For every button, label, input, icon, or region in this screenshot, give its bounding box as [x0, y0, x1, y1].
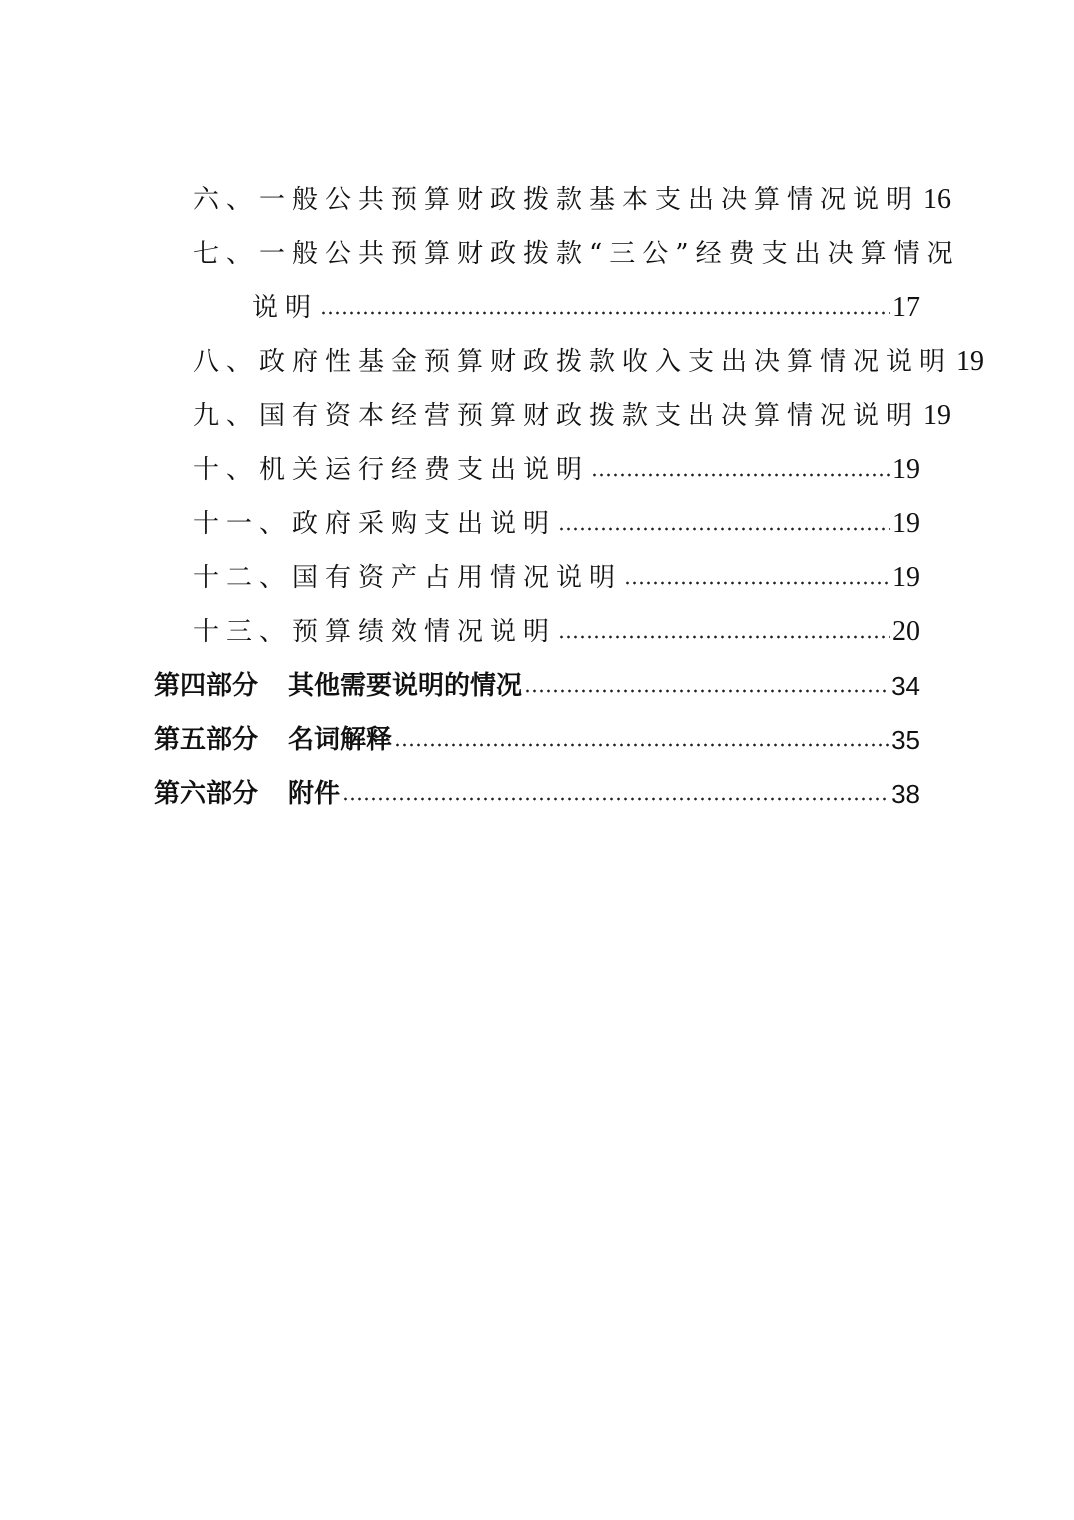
toc-part-number: 第四部分: [154, 671, 259, 701]
toc-page-number: 19: [923, 400, 952, 431]
toc-entry-label: 十二、国有资产占用情况说明: [193, 563, 623, 593]
toc-entry-7: [193, 226, 960, 270]
toc-entry-label: 八、政府性基金预算财政拨款收入支出决算情况说明: [193, 347, 953, 377]
toc-dot-leader: [624, 580, 890, 586]
toc-entry-10: [193, 442, 920, 486]
toc-entry-label: 九、国有资本经营预算财政拨款支出决算情况说明: [193, 401, 920, 431]
toc-page-number: 16: [923, 184, 952, 215]
toc-dot-leader: [558, 634, 890, 640]
toc-entry-label: 十三、预算绩效情况说明: [193, 617, 557, 647]
toc-entry-label: 六、一般公共预算财政拨款基本支出决算情况说明: [193, 185, 920, 215]
toc-dot-leader: [394, 742, 889, 748]
toc-part-6: [154, 766, 920, 810]
toc-entry-label: 七、一般公共预算财政拨款“三公”经费支出决算情况: [193, 239, 960, 269]
toc-part-number: 第五部分: [154, 725, 259, 755]
toc-page-number: 19: [892, 562, 920, 593]
toc-page-number: 17: [892, 292, 920, 323]
toc-entry-label: 十、机关运行经费支出说明: [193, 455, 590, 485]
toc-part-title: 其他需要说明的情况: [288, 671, 523, 701]
toc-dot-leader: [342, 796, 889, 802]
toc-page-number: 19: [892, 454, 920, 485]
toc-entry-12: [193, 550, 920, 594]
toc-part-number: 第六部分: [154, 779, 259, 809]
toc-page-number: 38: [891, 779, 920, 809]
toc-entry-label: 十一、政府采购支出说明: [193, 509, 557, 539]
toc-page-number: 35: [891, 725, 920, 755]
toc-page-number: 34: [891, 671, 920, 701]
toc-part-4: [154, 658, 920, 702]
toc-page-number: 20: [892, 616, 920, 647]
toc-part-title: 附件: [288, 779, 341, 809]
toc-dot-leader: [558, 526, 890, 532]
toc-entry-13: [193, 604, 920, 648]
toc-entry-6: [193, 172, 952, 216]
toc-part-title: 名词解释: [288, 725, 393, 755]
toc-entry-7-continued: [252, 280, 920, 324]
toc-entry-11: [193, 496, 920, 540]
toc-entry-9: [193, 388, 952, 432]
toc-dot-leader: [591, 472, 890, 478]
toc-dot-leader: [524, 688, 889, 694]
toc-page-number: 19: [892, 508, 920, 539]
toc-part-5: [154, 712, 920, 756]
toc-entry-label: 说明: [252, 293, 319, 323]
toc-dot-leader: [320, 310, 890, 316]
toc-page-number: 19: [956, 346, 985, 377]
toc-entry-8: [193, 334, 985, 378]
